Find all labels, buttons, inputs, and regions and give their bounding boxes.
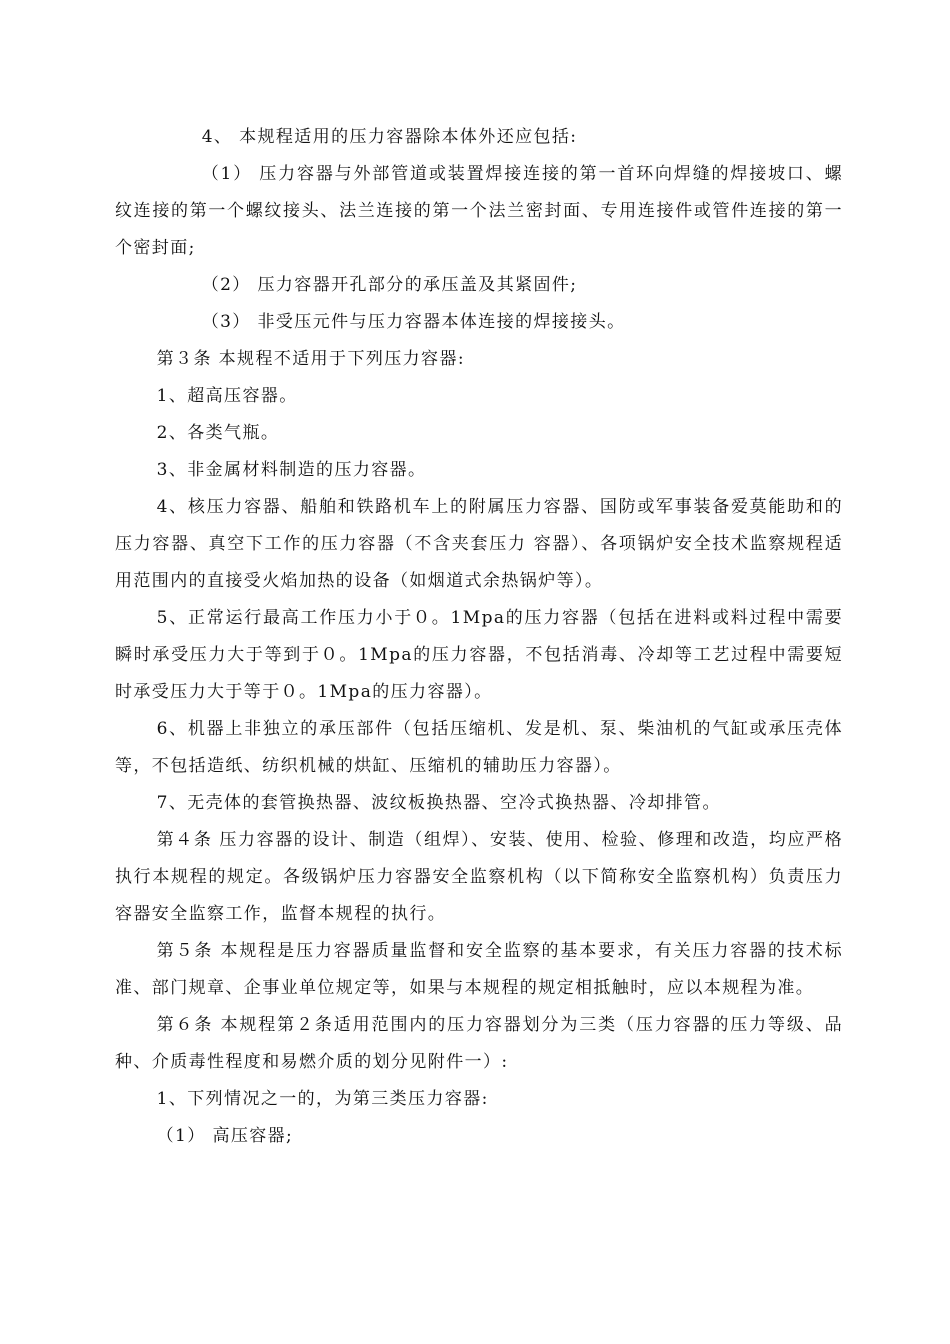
paragraph-article-4: 第４条 压力容器的设计、制造（组焊）、安装、使用、检验、修理和改造，均应严格执行本规程的规定。各级锅炉压力容器安全监察机构（以下简称安全监察机构）负责压力容器安全监察工作，监督本规程的执行。: [115, 830, 843, 924]
paragraph-article-3-item-2: 2、各类气瓶。: [156, 423, 280, 443]
paragraph-article-3-item-1: 1、超高压容器。: [156, 386, 298, 406]
paragraph-article-6-item-1: 1、下列情况之一的，为第三类压力容器:: [156, 1089, 489, 1109]
paragraph-article-5: 第５条 本规程是压力容器质量监督和安全监察的基本要求，有关压力容器的技术标准、部门规章、企事业单位规定等，如果与本规程的规定相抵触时，应以本规程为准。: [115, 941, 843, 998]
paragraph-sub-1: （1） 压力容器与外部管道或装置焊接连接的第一首环向焊缝的焊接坡口、螺纹连接的第一个螺纹接头、法兰连接的第一个法兰密封面、专用连接件或管件连接的第一个密封面;: [115, 164, 843, 258]
document-body: [115, 119, 843, 1155]
paragraph-article-3-item-7: 7、无壳体的套管换热器、波纹板换热器、空冷式换热器、冷却排管。: [156, 793, 721, 813]
paragraph-article-3-item-4: 4、核压力容器、船舶和铁路机车上的附属压力容器、国防或军事装备爱莫能助和的压力容器、真空下工作的压力容器（不含夹套压力 容器）、各项锅炉安全技术监察规程适用范围内的直接受火焰加热的设备（如烟道式余热锅炉等）。: [115, 497, 843, 591]
paragraph-article-6-sub-1: （1） 高压容器;: [156, 1126, 294, 1146]
paragraph-article-3-item-5: 5、正常运行最高工作压力小于０。1Mpa的压力容器（包括在进料或料过程中需要瞬时承受压力大于等到于０。1Mpa的压力容器，不包括消毒、冷却等工艺过程中需要短时承受压力大于等于０。1Mpa的压力容器）。: [115, 608, 843, 702]
paragraph-sub-2: （2） 压力容器开孔部分的承压盖及其紧固件;: [201, 275, 578, 295]
paragraph-sub-3: （3） 非受压元件与压力容器本体连接的焊接接头。: [201, 312, 626, 332]
paragraph-item-4-scope: 4、 本规程适用的压力容器除本体外还应包括:: [201, 127, 578, 147]
paragraph-article-3: 第３条 本规程不适用于下列压力容器:: [156, 349, 465, 369]
paragraph-article-3-item-3: 3、非金属材料制造的压力容器。: [156, 460, 427, 480]
paragraph-article-3-item-6: 6、机器上非独立的承压部件（包括压缩机、发是机、泵、柴油机的气缸或承压壳体等，不包括造纸、纺织机械的烘缸、压缩机的辅助压力容器）。: [115, 719, 843, 776]
paragraph-article-6: 第６条 本规程第２条适用范围内的压力容器划分为三类（压力容器的压力等级、品种、介质毒性程度和易燃介质的划分见附件一）:: [115, 1015, 843, 1072]
